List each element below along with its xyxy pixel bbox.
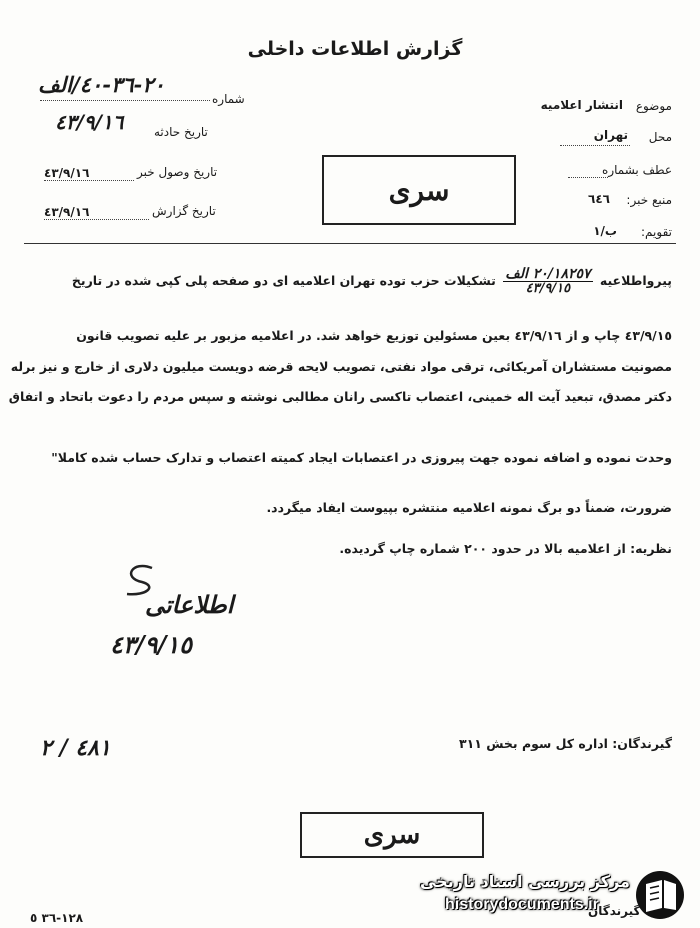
page-title: گزارش اطلاعات داخلی bbox=[247, 38, 463, 60]
reference-label: عطف بشماره bbox=[602, 163, 672, 177]
body-line-1-before: پیرواطلاعیه bbox=[599, 273, 672, 288]
body-line-3: مصونیت مستشاران آمریکائی، ترقی مواد نفتی، تصویب لایحه قرضه دویست میلیون دلاری از خارج و نیز برله bbox=[10, 359, 672, 374]
body-line-6: ضرورت، ضمناً دو برگ نمونه اعلامیه منتشره بپیوست ایفاد میگردد. bbox=[266, 500, 672, 515]
reference-fraction-denominator: ٤٣/٩/١٥ bbox=[525, 281, 571, 296]
footer-number: ١٢٨-٣٦ ٥ bbox=[30, 911, 84, 925]
signature-name: اطلاعاتی bbox=[145, 590, 234, 619]
margin-note: ٤٨١ / ٢ bbox=[40, 735, 111, 761]
location-value: تهران bbox=[593, 128, 628, 142]
number-rule bbox=[40, 100, 210, 101]
report-rule bbox=[44, 219, 149, 220]
source-value: ٦٤٦ bbox=[588, 192, 610, 206]
classification-stamp-bottom-text: سری bbox=[363, 820, 421, 850]
received-rule bbox=[44, 180, 134, 181]
report-date-label: تاریخ گزارش bbox=[152, 204, 216, 218]
watermark-text: مرکز بررسی اسناد تاریخی bbox=[420, 872, 630, 891]
watermark-url: historydocuments.ir bbox=[445, 896, 599, 913]
evaluation-value: ب/١ bbox=[593, 224, 617, 238]
footer-partial-text: گیرندگان bbox=[588, 904, 641, 918]
number-label: شماره bbox=[212, 92, 245, 106]
body-line-4: دکتر مصدق، تبعید آیت اله خمینی، اعتصاب تاکسی رانان مطالبی نوشته و سپس مردم را دعوت باتحاد و اتفاق bbox=[8, 389, 672, 404]
number-value: ٢٠-٣٦-٤٠/الف bbox=[38, 72, 165, 97]
reference-fraction-numerator: ٢٠/١٨٢٥٧ الف bbox=[505, 266, 591, 282]
location-label: محل bbox=[648, 130, 672, 144]
incident-date-label: تاریخ حادثه bbox=[154, 125, 208, 139]
received-date-value: ٤٣/٩/١٦ bbox=[44, 166, 90, 180]
classification-stamp bbox=[322, 155, 516, 225]
evaluation-label: تقویم: bbox=[641, 225, 672, 239]
body-line-5: وحدت نموده و اضافه نموده جهت پیروزی در اعتصابات ایجاد کمیته اعتصاب و تدارک حساب شده کاملا" bbox=[51, 450, 672, 465]
signature-date: ٤٣/٩/١٥ bbox=[110, 630, 192, 659]
incident-date-value: ٤٣/٩/١٦ bbox=[55, 110, 124, 134]
body-line-1-after: تشکیلات حزب توده تهران اعلامیه ای دو صفحه پلی کپی شده در تاریخ bbox=[71, 273, 496, 288]
classification-stamp-bottom bbox=[300, 812, 484, 858]
recipients-line: گیرندگان: اداره کل سوم بخش ٣١١ bbox=[459, 736, 672, 751]
signature-flourish bbox=[112, 560, 172, 600]
subject-value: انتشار اعلامیه bbox=[540, 98, 623, 112]
reference-fraction bbox=[503, 268, 592, 295]
subject-label: موضوع bbox=[635, 99, 672, 113]
opinion-line: نظریه: از اعلامیه بالا در حدود ٢٠٠ شماره چاپ گردیده. bbox=[339, 541, 672, 556]
body-line-2: ٤٣/٩/١٥ چاپ و از ٤٣/٩/١٦ بعین مسئولین توزیع خواهد شد. در اعلامیه مزبور بر علیه تصویب قانون bbox=[76, 328, 672, 343]
classification-stamp-text: سری bbox=[388, 173, 450, 207]
body-line-1 bbox=[72, 268, 672, 295]
received-date-label: تاریخ وصول خبر bbox=[137, 165, 218, 179]
header-divider bbox=[24, 243, 676, 244]
location-rule bbox=[560, 145, 630, 146]
source-label: منبع خبر: bbox=[626, 193, 672, 207]
watermark-logo-icon bbox=[632, 868, 688, 922]
report-date-value: ٤٣/٩/١٦ bbox=[44, 205, 90, 219]
reference-rule bbox=[568, 177, 608, 178]
